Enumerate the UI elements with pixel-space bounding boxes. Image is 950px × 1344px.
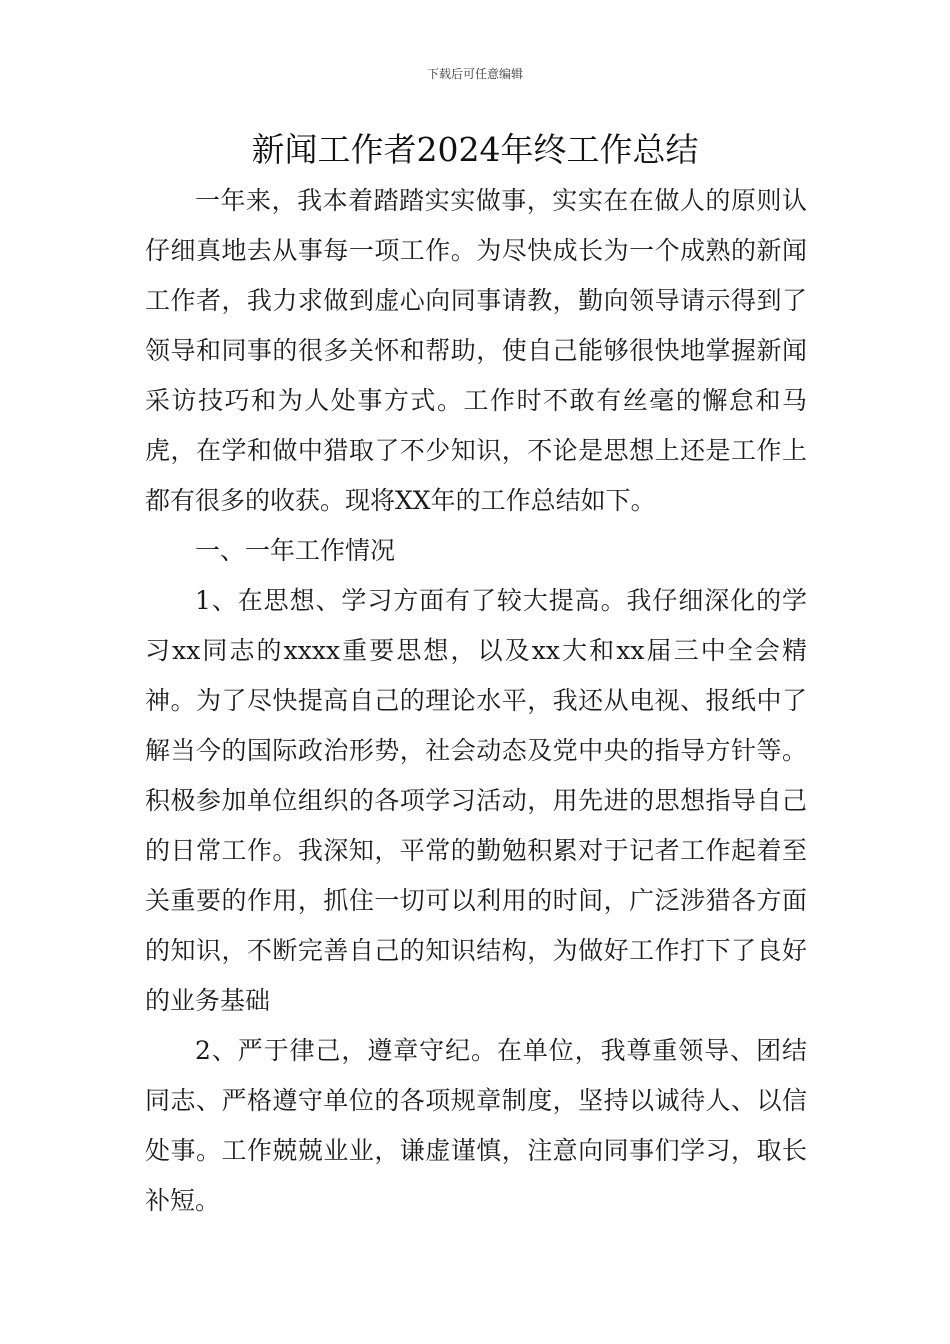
document-body <box>145 176 807 1226</box>
document-title: 新闻工作者2024年终工作总结 <box>251 130 699 169</box>
header-note: 下载后可任意编辑 <box>426 67 523 81</box>
section-heading: 一、一年工作情况 <box>195 536 396 565</box>
paragraph-item-2: 2、严于律己，遵章守纪。在单位，我尊重领导、团结同志、严格遵守单位的各项规章制度，坚持以诚待人、以信处事。工作兢兢业业，谦虚谨慎，注意向同事们学习，取长补短。 <box>145 1036 807 1215</box>
paragraph-intro: 一年来，我本着踏踏实实做事，实实在在做人的原则认仔细真地去从事每一项工作。为尽快成长为一个成熟的新闻工作者，我力求做到虚心向同事请教，勤向领导请示得到了领导和同事的很多关怀和帮助，使自己能够很快地掌握新闻采访技巧和为人处事方式。工作时不敢有丝毫的懈怠和马虎，在学和做中猎取了不少知识，不论是思想上还是工作上都有很多的收获。现将XX年的工作总结如下。 <box>145 186 807 515</box>
paragraph-item-1: 1、在思想、学习方面有了较大提高。我仔细深化的学习xx同志的xxxx重要思想，以及xx大和xx届三中全会精神。为了尽快提高自己的理论水平，我还从电视、报纸中了解当今的国际政治形势，社会动态及党中央的指导方针等。积极参加单位组织的各项学习活动，用先进的思想指导自己的日常工作。我深知，平常的勤勉积累对于记者工作起着至关重要的作用，抓住一切可以利用的时间，广泛涉猎各方面的知识，不断完善自己的知识结构，为做好工作打下了良好的业务基础 <box>145 586 807 1015</box>
